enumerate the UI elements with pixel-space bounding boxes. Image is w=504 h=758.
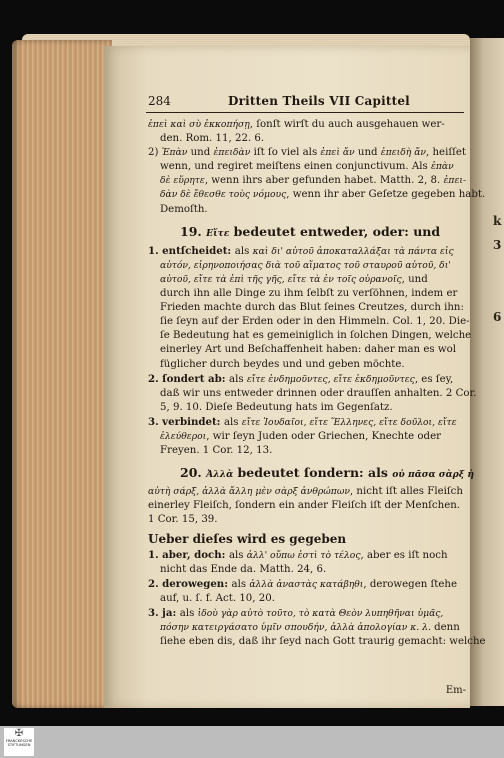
- text-segment: als: [223, 416, 242, 428]
- greek-text: αὐτόν, εἰρηνοποιήσας διὰ τοῦ αἵματος τοῦ σταυροῦ αὐτοῦ, δι': [160, 259, 451, 271]
- catchword: Em-: [445, 685, 466, 696]
- running-header: [146, 94, 466, 114]
- next-page-mark: 3: [493, 238, 502, 252]
- text-line: [148, 146, 467, 160]
- text-line: [148, 372, 464, 387]
- text-segment: Demoſth.: [160, 203, 208, 215]
- text-line: [148, 315, 470, 329]
- text-segment: , heiſſet: [426, 147, 467, 159]
- text-line: [148, 499, 464, 513]
- text-segment: 20.: [180, 465, 207, 481]
- greek-text: αὐτὴ σάρξ, ἀλλὰ ἄλλη μὲν σὰρξ ἀνθρώπων: [148, 486, 350, 498]
- text-line: [148, 635, 486, 649]
- next-page-mark: k: [493, 214, 502, 228]
- page-number: 284: [148, 94, 171, 108]
- greek-text: καὶ δι' αὐτοῦ ἀποκαταλλάξαι τὰ πάντα εἰς: [252, 245, 454, 257]
- text-segment: als: [231, 578, 250, 590]
- text-segment: als: [228, 549, 247, 561]
- text-segment: , nicht iſt alles Fleiſch: [349, 486, 463, 498]
- text-segment: als: [179, 608, 198, 619]
- text-line: [148, 174, 467, 188]
- text-segment: Frieden machte durch das Blut ſeines Creutzes, durch ihn:: [160, 302, 464, 314]
- greek-text: ἀλλ' οὔπω ἐστὶ τὸ τέλος: [246, 549, 361, 561]
- greek-text: ἰδοὺ γὰρ αὐτὸ τοῦτο, τὸ κατὰ Θεὸν λυπηθῆναι ὑμᾶς,: [197, 608, 444, 619]
- text-line: [148, 513, 464, 527]
- text-segment: als: [234, 245, 253, 257]
- next-page-edge: [470, 38, 504, 706]
- text-segment: 2): [148, 147, 162, 159]
- greek-text: ἀλλὰ ἀναστὰς κατάβηθι: [249, 578, 364, 590]
- text-line: [148, 343, 464, 357]
- text-line: [148, 577, 464, 592]
- text-line: [148, 118, 464, 132]
- text-line: [148, 301, 464, 315]
- text-segment: einerley Art und Beſchaffenheit haben: daher man es wol: [160, 344, 456, 356]
- text-segment: ſe Bedeutung hat es gemeiniglich in ſolchen Dingen, welche: [160, 330, 472, 342]
- text-segment: denn: [430, 622, 460, 634]
- subheading: [148, 532, 464, 546]
- term-label: 1. aber, doch:: [148, 548, 229, 561]
- text-segment: ſie ſeyn auf der Erden oder in den Himmeln. Col. 1, 20. Die-: [160, 316, 470, 328]
- running-head-title: Dritten Theils VII Capittel: [228, 94, 410, 108]
- text-line: [148, 188, 486, 202]
- text-line: [148, 548, 464, 563]
- text-segment: nicht das Ende da. Matth. 24, 6.: [160, 563, 327, 575]
- greek-text: δὲ εὕρητε: [160, 175, 205, 187]
- text-line: [148, 401, 464, 415]
- text-segment: und: [354, 147, 381, 159]
- greek-text: ἐπειδὰν: [213, 147, 251, 159]
- greek-text: εἴτε ἐνδημοῦντες, εἴτε ἐκδημοῦντες: [246, 373, 415, 385]
- text-segment: daß wir uns entweder drinnen oder drauſſen anhalten. 2 Cor.: [160, 387, 477, 399]
- greek-text: ἐπὰν: [430, 161, 454, 173]
- page-body-text: [148, 118, 486, 649]
- text-segment: , derowegen ſtehe: [363, 578, 458, 590]
- text-line: [148, 244, 464, 259]
- text-line: [148, 287, 464, 301]
- greek-text: ἐλεύθεροι: [160, 430, 207, 442]
- greek-text: ἐπει-: [443, 175, 467, 187]
- text-line: [148, 606, 464, 621]
- library-logo-text: STIFTUNGEN: [7, 743, 31, 748]
- text-segment: ſiehe eben dis, daß ihr ſeyd nach Gott traurig gemacht: welche: [160, 636, 486, 648]
- text-segment: , und: [401, 273, 428, 285]
- text-segment: Ueber dieſes wird es gegeben: [148, 531, 347, 546]
- section-heading: [148, 225, 464, 241]
- greek-text: ἐπειδὴ ἄν: [380, 147, 427, 159]
- text-line: [148, 592, 464, 606]
- greek-text: Ἐπὰν: [161, 147, 188, 159]
- text-segment: , wenn ihr aber Geſetze gegeben habt.: [286, 189, 486, 201]
- section-heading: [148, 465, 475, 482]
- greek-text: ἐπεὶ καὶ σὺ ἐκκοπήσῃ: [148, 119, 250, 130]
- text-line: [148, 358, 464, 372]
- text-segment: 5, 9. 10. Dieſe Bedeutung hats im Gegenſatz.: [160, 401, 393, 413]
- text-segment: , ſonſt wirſt du auch ausgehauen wer-: [249, 119, 445, 130]
- text-segment: , es ſey,: [414, 373, 454, 385]
- library-footer-bar: [0, 726, 504, 758]
- header-rule: [146, 112, 464, 113]
- term-label: 2. derowegen:: [148, 577, 232, 590]
- text-segment: wenn, und regiret meiſtens einen conjunctivum. Als: [160, 161, 431, 173]
- text-segment: auf, u. ſ. f. Act. 10, 20.: [160, 592, 275, 604]
- text-segment: einerley Fleiſch, ſondern ein ander Fleiſch iſt der Menſchen.: [148, 500, 461, 512]
- text-segment: durch ihn alle Dinge zu ihm ſelbſt zu verſöhnen, indem er: [160, 288, 458, 300]
- text-segment: , wir ſeyn Juden oder Griechen, Knechte oder: [206, 430, 441, 442]
- text-line: [148, 203, 464, 217]
- text-line: [148, 132, 464, 146]
- text-line: [148, 273, 464, 287]
- text-line: [148, 430, 464, 444]
- text-segment: 1 Cor. 15, 39.: [148, 514, 218, 526]
- text-segment: den. Rom. 11, 22. 6.: [160, 133, 265, 145]
- text-segment: iſt ſo viel als: [250, 147, 321, 159]
- term-label: 1. entſcheidet:: [148, 244, 235, 257]
- greek-text: εἴτε Ἰουδαῖοι, εἴτε Ἕλληνες, εἴτε δοῦλοι, εἴτε: [241, 416, 457, 428]
- text-line: [148, 160, 464, 174]
- text-line: [148, 563, 464, 577]
- library-logo-icon: ✠: [14, 728, 24, 739]
- text-segment: , wenn ihrs aber gefunden habet. Matth. 2, 8.: [204, 175, 444, 187]
- greek-text: οὐ πᾶσα σὰρξ ἡ: [392, 469, 475, 481]
- greek-text: Ἀλλὰ: [206, 469, 234, 481]
- text-segment: bedeutet entweder, oder: und: [229, 223, 441, 239]
- text-segment: als: [229, 373, 247, 385]
- greek-text: Εἴτε: [206, 227, 230, 239]
- term-label: 2. ſondert ab:: [148, 372, 230, 385]
- term-label: 3. ja:: [148, 607, 180, 619]
- text-line: [148, 444, 464, 458]
- text-segment: füglicher durch beydes und und geben möchte.: [160, 358, 405, 370]
- term-label: 3. verbindet:: [148, 415, 224, 428]
- next-page-mark: 6: [493, 310, 502, 324]
- book-fore-edge: [12, 40, 112, 708]
- text-segment: , aber es iſt noch: [360, 549, 448, 561]
- greek-text: ἐπεὶ ἄν: [320, 147, 355, 159]
- text-line: [148, 329, 472, 343]
- book-page: [104, 46, 486, 708]
- greek-text: δὰν δὲ ἔθεσθε τοὺς νόμους: [160, 189, 287, 201]
- library-logo: [4, 728, 34, 756]
- greek-text: πόσην κατειργάσατο ὑμῖν σπουδήν, ἀλλὰ ἀπολογίαν κ. λ.: [160, 622, 431, 634]
- text-line: [148, 485, 464, 499]
- text-line: [148, 387, 477, 401]
- text-line: [148, 621, 464, 635]
- greek-text: αὐτοῦ, εἴτε τὰ ἐπὶ τῆς γῆς, εἴτε τὰ ἐν τοῖς οὐρανοῖς: [160, 273, 402, 285]
- text-segment: bedeutet ſondern: als: [233, 465, 393, 481]
- text-segment: 19.: [180, 223, 207, 239]
- library-logo-text: FRANCKESCHE: [5, 739, 33, 743]
- text-segment: Freyen. 1 Cor. 12, 13.: [160, 445, 273, 457]
- text-segment: und: [187, 147, 214, 159]
- text-line: [148, 259, 464, 273]
- text-line: [148, 415, 464, 430]
